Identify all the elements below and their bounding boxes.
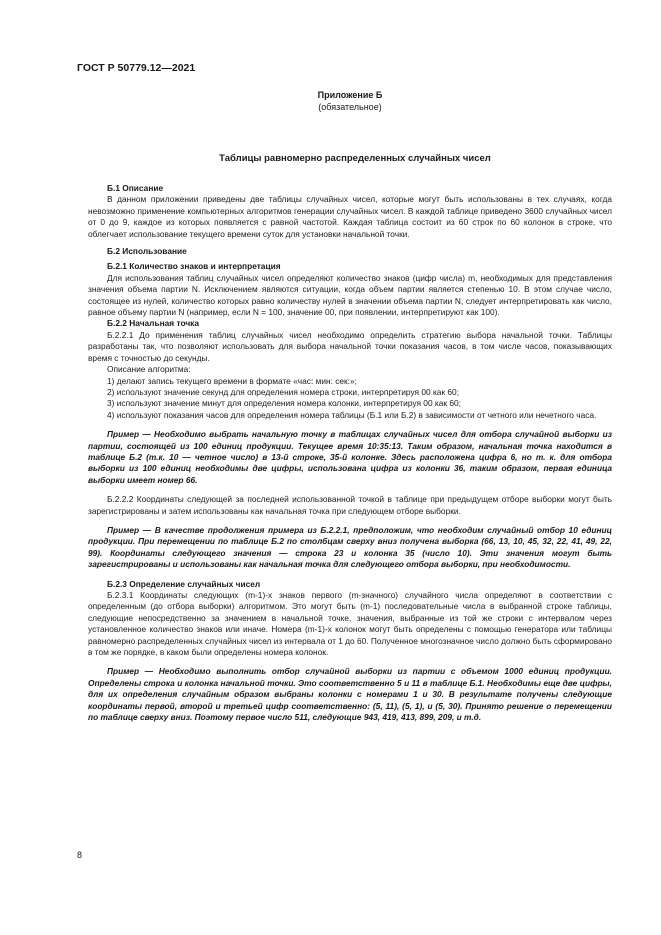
algorithm-step: 4) используют показания часов для определения номера таблицы (Б.1 или Б.2) в зависимости от четного или нечетного часа.: [107, 409, 597, 420]
section-b22-heading: Б.2.2 Начальная точка: [107, 318, 199, 329]
section-b21-heading: Б.2.1 Количество знаков и интерпретация: [107, 261, 281, 272]
section-b231-paragraph: Б.2.3.1 Координаты следующих (m-1)-х знаков первого (m-значного) случайного числа определяют в соответствии с определенным (до отбора выборки) алгоритмом. Это могут быть (m-1) последовательные числа в выбранной строке таблицы, следующие непосредственно за значением в начальной точке, значения, выбранные из той же строки с интервалом через установленное количество знаков или иначе. Номера (m-1)-х колонок могут быть определены с помощью генератора или таблицы равномерно распределенных случайных чисел из интервала от 1 до 60. Полученное многозначное число должно быть сформировано в том же порядке, в каком были определены номера колонок.: [88, 590, 612, 658]
section-b2-heading: Б.2 Использование: [107, 246, 187, 257]
annex-title: Приложение Б: [317, 90, 383, 100]
standard-header: ГОСТ Р 50779.12—2021: [77, 62, 196, 74]
example-2: Пример — В качестве продолжения примера из Б.2.2.1, предположим, что необходим случайный отбор 10 единиц продукции. При перемещении по таблице Б.2 по столбцам сверху вниз получена выборка (66, 13, 10, 45, 32, 22, 41, 49, 22, 99). Координаты следующего значения — строка 23 и колонка 35 (число 10). Эти значения могут быть зарегистрированы и использованы как начальная точка для следующего отбора выборки, при необходимости.: [88, 524, 612, 570]
example-3: Пример — Необходимо выполнить отбор случайной выборки из партии с объемом 1000 единиц продукции. Определены строка и колонка начальной точки. Это соответственно 5 и 11 в таблице Б.1. Необходимы еще две цифры, для их определения случайным образом выбраны колонки с номерами 1 и 30. В результате получены следующие координаты первой, второй и третьей цифр соответственно: (5, 11), (5, 1), и (5, 30). Принято решение о перемещении по таблице сверху вниз. Поэтому первое число 511, следующие 943, 419, 413, 899, 209, и т.д.: [88, 666, 612, 723]
section-b1-paragraph: В данном приложении приведены две таблицы случайных чисел, которые могут быть использованы в тех случаях, когда невозможно применение компьютерных алгоритмов генерации случайных чисел. В каждой таблице приведено 3600 случайных чисел от 0 до 9, каждое из которых появляется с равной частотой. Каждая таблица состоит из 60 строк по 60 колонок в строке, что облегчает использование текущего времени суток для установки начальной точки.: [88, 194, 612, 239]
algorithm-intro: Описание алгоритма:: [107, 364, 191, 375]
main-title: Таблицы равномерно распределенных случайных чисел: [219, 153, 491, 164]
algorithm-step: 1) делают запись текущего времени в формате «час: мин: сек:»;: [107, 375, 357, 386]
section-b221-paragraph: Б.2.2.1 До применения таблиц случайных чисел необходимо определить стратегию выбора начальной точки. Таблицы разработаны так, что позволяют использовать для выбора начальной точки показания часов, в том числе часов, показывающих время с точностью до секунды.: [88, 329, 612, 363]
annex-status: (обязательное): [318, 102, 382, 112]
example-1: Пример — Необходимо выбрать начальную точку в таблицах случайных чисел для отбора случайной выборки из партии, состоящей из 100 единиц продукции. Текущее время 10:35:13. Таким образом, начальная точка находится в таблице Б.2 (т.к. 10 — четное число) в 13-й строке, 35-й колонке. Здесь расположена цифра 6, но т. к. для отбора выборки из 100 единиц необходимы две цифры, использована цифра из колонки 36, таким образом, первая единица выборки имеет номер 66.: [88, 429, 612, 485]
section-b1-heading: Б.1 Описание: [107, 183, 164, 193]
algorithm-step: 2) используют значение секунд для определения номера строки, интерпретируя 00 как 60;: [107, 386, 460, 397]
algorithm-step: 3) используют значение минут для определения номера колонки, интерпретируя 00 как 60;: [107, 398, 461, 409]
section-b222-paragraph: Б.2.2.2 Координаты следующей за последней использованной точкой в таблице при предыдущем отборе выборки могут быть зарегистрированы и затем использованы как начальная точка при следующем отборе выборки.: [88, 494, 612, 516]
section-b23-heading: Б.2.3 Определение случайных чисел: [107, 578, 261, 589]
page-number: 8: [77, 850, 83, 860]
section-b21-paragraph: Для использования таблиц случайных чисел определяют количество знаков (цифр числа) m, необходимых для представления значения объема партии N. Исключением являются ситуации, когда объем партии является степенью 10. В этом случае число, состоящее из нулей, количество которых равно количеству нулей в значении объема партии N, следует интерпретировать как число, равное объему партии N (например, если N = 100, значение 00, при появлении, интерпретируют как 100).: [88, 272, 612, 318]
document-body: [88, 183, 612, 723]
